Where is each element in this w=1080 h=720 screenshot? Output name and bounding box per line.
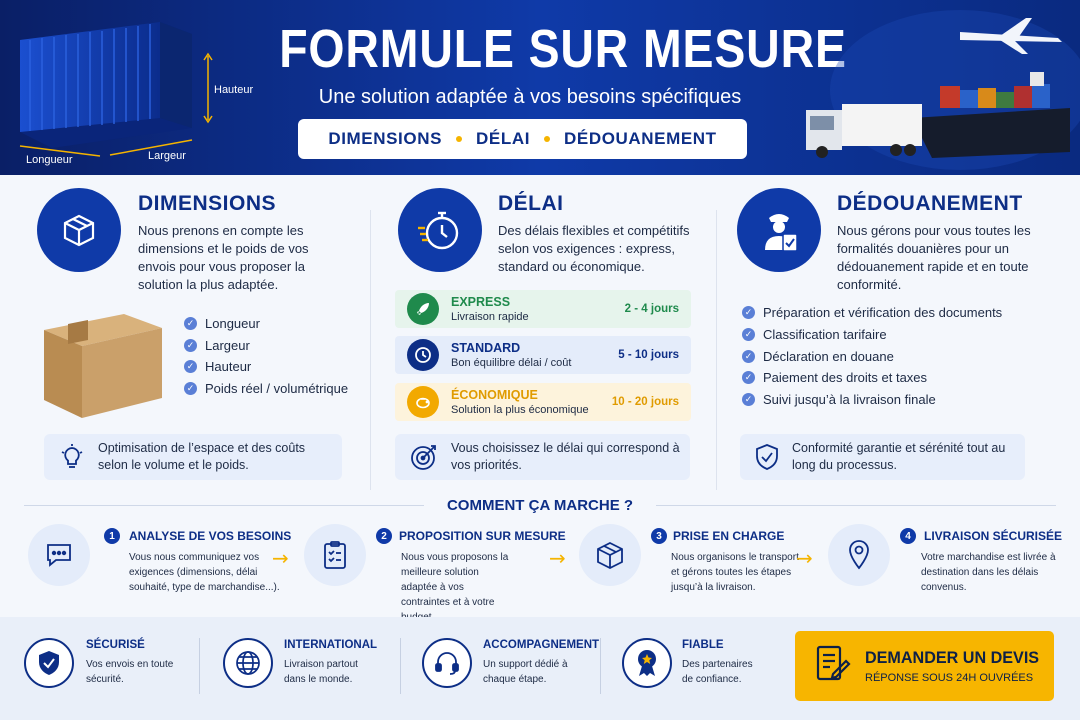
dedouanement-text: Nous gérons pour vous toutes les formalités douanières pour un dédouanement rapide et en toute conformité. (837, 223, 1031, 292)
feature-text: Un support dédié à chaque étape. (483, 659, 568, 685)
feature-title: FIABLE (682, 639, 724, 651)
step-number: 4 (900, 528, 916, 544)
option-name: ÉCONOMIQUE (451, 388, 538, 402)
container-height-label: Hauteur (214, 84, 254, 96)
option-desc: Livraison rapide (451, 311, 529, 323)
delai-title: DÉLAI (498, 192, 564, 215)
check-icon: ✓ (742, 350, 755, 363)
step-title: ANALYSE DE VOS BESOINS (129, 529, 292, 543)
delai-text: Des délais flexibles et compétitifs selon vos exigences : express, standard ou économique. (498, 223, 690, 274)
dimensions-note: Optimisation de l’espace et des coûts selon le volume et le poids. (44, 434, 342, 480)
dimensions-title: DIMENSIONS (138, 192, 277, 215)
dedouanement-note: Conformité garantie et sérénité tout au long du processus. (740, 434, 1025, 480)
delai-note: Vous choisissez le délai qui correspond à vos priorités. (395, 434, 690, 480)
step-number: 1 (104, 528, 120, 544)
chat-icon (28, 524, 90, 586)
tag-dimensions: DIMENSIONS (328, 129, 443, 148)
container-width-label: Largeur (148, 150, 186, 162)
headset-icon (422, 638, 472, 688)
clock-icon (407, 339, 439, 371)
customs-item: ✓ Suivi jusqu’à la livraison finale (742, 392, 936, 407)
check-icon: ✓ (742, 371, 755, 384)
feature-title: SÉCURISÉ (86, 639, 145, 651)
feature-title: ACCOMPAGNEMENT (483, 639, 600, 651)
location-pin-icon (828, 524, 890, 586)
feature-text: Vos envois en toute sécurité. (86, 659, 174, 685)
feature-divider (400, 638, 401, 694)
feature-text: Des partenaires de confiance. (682, 659, 753, 685)
feature-text: Livraison partout dans le monde. (284, 659, 358, 685)
transport-image (800, 0, 1080, 175)
container-length-label: Longueur (26, 154, 73, 166)
shield-check-icon (754, 443, 780, 471)
arrow-right-icon: → (796, 546, 813, 570)
page-subtitle: Une solution adaptée à vos besoins spécifiques (318, 86, 742, 108)
check-icon: ✓ (184, 317, 197, 330)
arrow-right-icon: → (272, 546, 289, 570)
clipboard-icon (304, 524, 366, 586)
option-desc: Bon équilibre délai / coût (451, 357, 572, 369)
step-text: Nous organisons le transport et gérons toutes les étapes jusqu’à la livraison. (671, 552, 799, 593)
check-icon: ✓ (184, 382, 197, 395)
customs-officer-icon (737, 188, 821, 272)
check-icon: ✓ (742, 328, 755, 341)
cardboard-box-image (34, 300, 174, 420)
option-name: STANDARD (451, 341, 521, 355)
customs-item: ✓ Classification tarifaire (742, 327, 887, 342)
column-divider (370, 210, 371, 490)
cta-title: DEMANDER UN DEVIS (865, 648, 1040, 667)
rocket-icon (407, 293, 439, 325)
customs-item: ✓ Déclaration en douane (742, 349, 894, 364)
badge-icon (622, 638, 672, 688)
column-divider (716, 210, 717, 490)
option-range: 5 - 10 jours (618, 349, 679, 361)
dimension-item-longueur: ✓ Longueur (184, 316, 260, 331)
package-icon (579, 524, 641, 586)
option-economique[interactable] (395, 383, 691, 421)
target-icon (409, 442, 439, 472)
tag-delai: DÉLAI (476, 129, 531, 148)
shipping-container-image (0, 0, 230, 170)
quote-form-icon (815, 644, 851, 688)
dedouanement-title: DÉDOUANEMENT (837, 192, 1023, 215)
bullet-dot (456, 136, 462, 142)
request-quote-button[interactable] (795, 631, 1054, 701)
step-number: 3 (651, 528, 667, 544)
dimension-item-largeur: ✓ Largeur (184, 338, 250, 353)
check-icon: ✓ (184, 360, 197, 373)
customs-item: ✓ Paiement des droits et taxes (742, 370, 927, 385)
feature-title: INTERNATIONAL (284, 639, 378, 651)
option-express[interactable] (395, 290, 691, 328)
check-icon: ✓ (742, 306, 755, 319)
box-dimensions-icon (37, 188, 121, 272)
bullet-dot (544, 136, 550, 142)
truck-icon (806, 104, 922, 158)
shield-icon (24, 638, 74, 688)
service-tags (298, 119, 747, 159)
lightbulb-icon (58, 443, 86, 471)
how-it-works-title: COMMENT ÇA MARCHE ? (446, 497, 634, 514)
feature-divider (199, 638, 200, 694)
step-text: Vous nous communiquez vos exigences (dimensions, délai souhaité, type de marchandise...). (129, 552, 280, 593)
step-text: Votre marchandise est livrée à destination dans les délais convenus. (921, 552, 1056, 593)
check-icon: ✓ (742, 393, 755, 406)
dimension-item-hauteur: ✓ Hauteur (184, 359, 251, 374)
cta-subtitle: RÉPONSE SOUS 24H OUVRÉES (865, 672, 1034, 684)
step-title: PRISE EN CHARGE (673, 529, 785, 543)
option-desc: Solution la plus économique (451, 404, 589, 416)
hero-banner (0, 0, 1080, 175)
globe-icon (223, 638, 273, 688)
option-range: 2 - 4 jours (624, 303, 679, 315)
step-title: PROPOSITION SUR MESURE (399, 529, 566, 543)
arrow-right-icon: → (549, 546, 566, 570)
customs-item: ✓ Préparation et vérification des documents (742, 305, 1002, 320)
piggy-bank-icon (407, 386, 439, 418)
stopwatch-icon (398, 188, 482, 272)
option-standard[interactable] (395, 336, 691, 374)
page-title: FORMULE SUR MESURE (279, 19, 847, 79)
dimensions-text: Nous prenons en compte les dimensions et le poids de vos envois pour vous proposer la solution la plus adaptée. (138, 223, 309, 292)
check-icon: ✓ (184, 339, 197, 352)
dimension-item-poids: ✓ Poids réel / volumétrique (184, 381, 348, 396)
step-title: LIVRAISON SÉCURISÉE (924, 529, 1063, 543)
step-text: Nous vous proposons la meilleure solution adaptée à vos contraintes et à votre (401, 552, 509, 608)
tag-dedouanement: DÉDOUANEMENT (564, 129, 717, 148)
option-range: 10 - 20 jours (611, 396, 679, 408)
step-number: 2 (376, 528, 392, 544)
option-name: EXPRESS (451, 295, 511, 309)
feature-divider (600, 638, 601, 694)
